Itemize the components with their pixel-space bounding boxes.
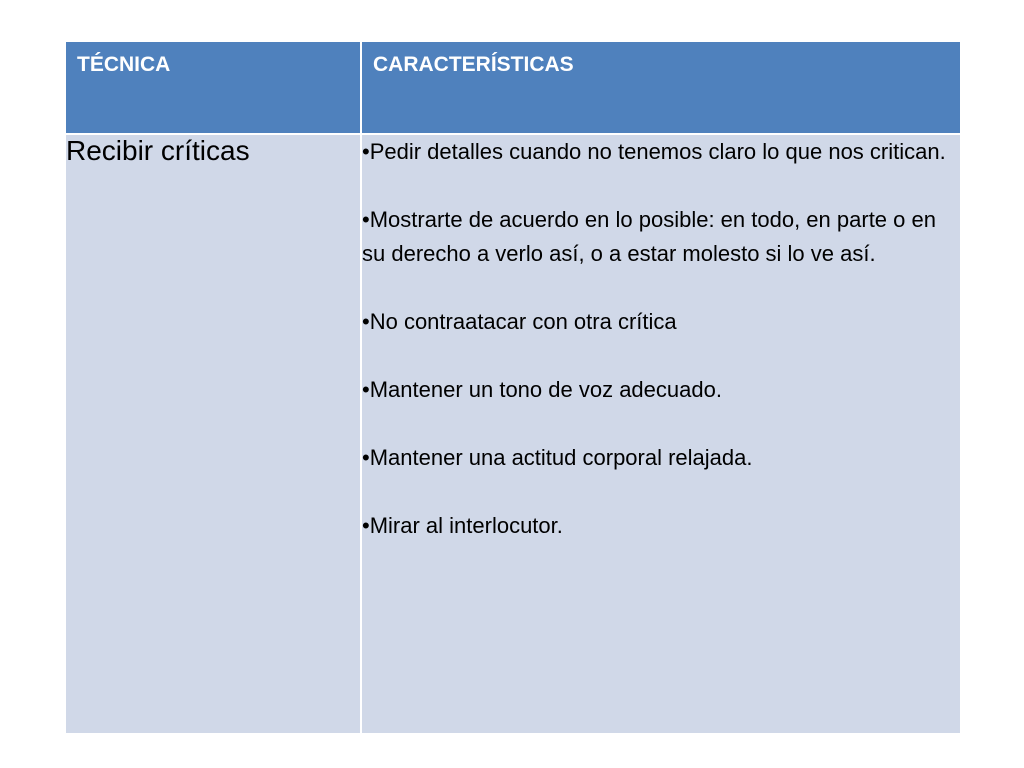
feature-item: •Pedir detalles cuando no tenemos claro lo que nos critican. <box>362 139 946 164</box>
header-features: CARACTERÍSTICAS <box>361 41 961 134</box>
feature-item: •Mirar al interlocutor. <box>362 513 563 538</box>
feature-item: •Mantener una actitud corporal relajada. <box>362 445 753 470</box>
feature-item: •Mostrarte de acuerdo en lo posible: en todo, en parte o en su derecho a verlo así, o a estar molesto si lo ve así. <box>362 207 936 266</box>
technique-table <box>64 40 962 735</box>
feature-item: •No contraatacar con otra crítica <box>362 309 677 334</box>
header-technique: TÉCNICA <box>65 41 361 134</box>
feature-item: •Mantener un tono de voz adecuado. <box>362 377 722 402</box>
table-header-row <box>65 41 961 134</box>
technique-cell: Recibir críticas <box>65 134 361 734</box>
table-row <box>65 134 961 734</box>
features-cell <box>361 134 961 734</box>
